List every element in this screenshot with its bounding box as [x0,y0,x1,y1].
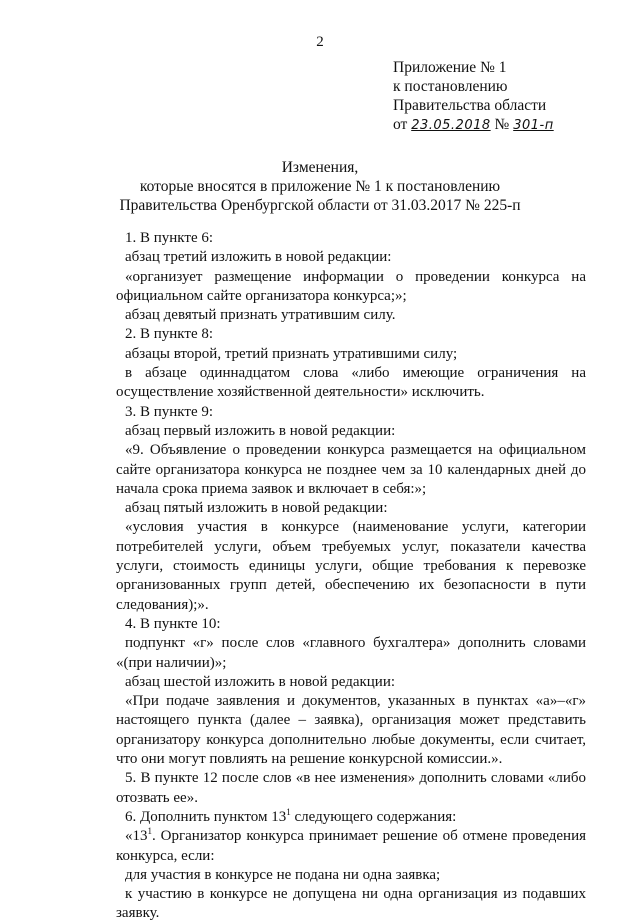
item-6-text: 6. Дополнить пунктом 13 [125,808,287,825]
paragraph: «9. Объявление о проведении конкурса размещается на официальном сайте организатора конкурса не позднее чем за 10 календарных дней до начала срока приема заявок и включает в себя:»; [116,442,586,497]
paragraph [116,827,586,866]
paragraph: абзацы второй, третий признать утратившими силу; [125,345,458,362]
annex-line-1: Приложение № 1 [393,59,507,76]
paragraph: в абзаце одиннадцатом слова «либо имеющие ограничения на осуществление хозяйственной деятельности» исключить. [116,365,586,401]
paragraph: абзац первый изложить в новой редакции: [125,422,396,439]
item-2: 2. В пункте 8: [125,326,214,343]
document-body [116,229,586,924]
paragraph: «условия участия в конкурсе (наименование услуги, категории потребителей услуги, объем требуемых услуг, показатели качества услуги, стоимость единицы услуги, общие требования к перевозке организованных групп детей, обеспечению их безопасности в пути следования);». [116,519,586,613]
heading-line-2: которые вносятся в приложение № 1 к постановлению [139,178,501,195]
item-3: 3. В пункте 9: [125,403,214,420]
item-4: 4. В пункте 10: [125,615,221,632]
annex-line-3: Правительства области [393,97,547,114]
heading-line-3: Правительства Оренбургской области от 31.03.2017 № 225-п [119,197,521,214]
superscript: 1 [147,826,152,837]
paragraph: «При подаче заявления и документов, указанных в пунктах «а»–«г» настоящего пункта (далее – заявка), организация может представить организатору конкурса дополнительно любые документы, если считает, что они могут повлиять на решение конкурсной комиссии.». [116,693,586,768]
clause-text-end: . Организатор конкурса принимает решение об отмене проведения конкурса, если: [116,828,586,864]
item-5: 5. В пункте 12 после слов «в нее изменения» дополнить словами «либо отозвать ее». [116,770,586,806]
handwritten-date: 23.05.2018 [411,118,491,133]
heading-title: Изменения, [281,159,359,176]
handwritten-number: 301-п [513,118,554,133]
paragraph: абзац пятый изложить в новой редакции: [125,500,388,517]
item-6 [116,808,586,827]
annex-date-line [393,115,554,135]
paragraph: для участия в конкурсе не подана ни одна заявка; [125,866,441,883]
paragraph: подпункт «г» после слов «главного бухгалтера» дополнить словами «(при наличии)»; [116,635,586,671]
document-heading [0,158,640,215]
clause-text: «13 [125,828,148,845]
annex-line-2: к постановлению [393,78,508,95]
item-6-text-end: следующего содержания: [290,808,457,825]
annex-block [393,58,554,135]
paragraph: абзац девятый признать утратившим силу. [125,307,396,324]
page-number: 2 [316,34,324,50]
superscript: 1 [286,806,291,817]
item-1: 1. В пункте 6: [125,230,214,246]
paragraph: абзац третий изложить в новой редакции: [125,249,392,266]
date-prefix: от [393,116,408,133]
number-prefix: № [494,116,510,133]
paragraph: «организует размещение информации о проведении конкурса на официальном сайте организатора конкурса;»; [116,268,586,304]
paragraph: к участию в конкурсе не допущена ни одна организация из подавших заявку. [116,886,586,922]
paragraph: абзац шестой изложить в новой редакции: [125,673,396,690]
